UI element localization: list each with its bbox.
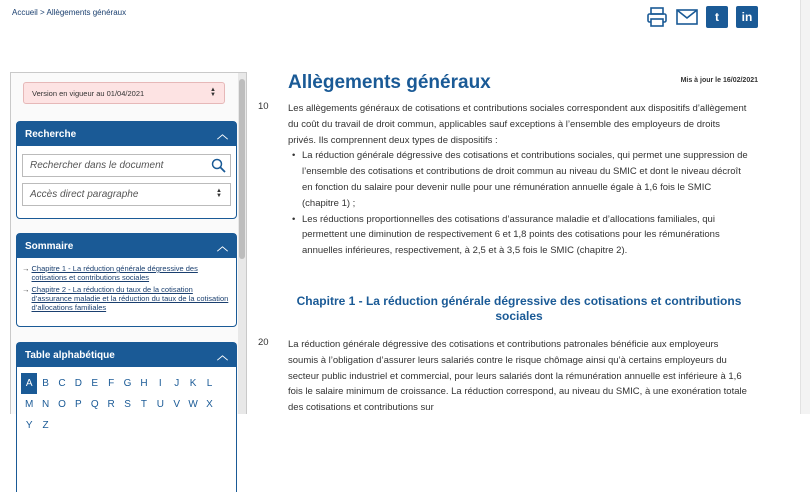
paragraph-number: 10	[258, 101, 269, 112]
list-item	[22, 264, 231, 282]
alpha-letter-i[interactable]: I	[158, 378, 162, 389]
bullet-item: • La réduction générale dégressive des cotisations et contributions sociales, qui permet une suppression de l’ensemble des cotisations et contributions de droit commun au niveau du SMIC et dont le niveau décroît en fonction du salaire pour devenir nulle pour une rémunération annuelle égale à 1,6 fois le SMIC (chapitre 1) ;	[288, 148, 750, 211]
sidebar-scrollbar[interactable]	[238, 73, 246, 414]
list-item	[22, 285, 231, 312]
sommaire-panel-header[interactable]	[17, 234, 236, 258]
alpha-letter-z[interactable]: Z	[42, 420, 49, 431]
alpha-letter-b[interactable]: B	[42, 378, 49, 389]
arrow-right-icon: →	[22, 285, 30, 294]
alpha-letter-o[interactable]: O	[58, 399, 66, 410]
alpha-letter-a[interactable]: A	[21, 373, 37, 394]
search-panel	[16, 121, 237, 219]
alpha-letter-s[interactable]: S	[124, 399, 131, 410]
paragraph-10	[288, 101, 750, 259]
updated-date: Mis à jour le 16/02/2021	[680, 77, 758, 84]
alpha-letter-f[interactable]: F	[108, 378, 115, 389]
alphabet-index	[17, 367, 236, 442]
paragraph-20-text: La réduction générale dégressive des cotisations et contributions patronales bénéficie aux employeurs soumis à l’obligation d’assurer leurs salariés contre le risque chômage ainsi qu’à certains employeurs du secteur public industriel et commercial, pour leurs salariés dont la rémunération annuelle est inférieure à 1,6 fois le salaire minimum de croissance. La réduction correspond, au niveau du SMIC, à une exonération totale des cotisations et contributions sur	[288, 339, 747, 414]
paragraph-select-value: Accès direct paragraphe	[30, 189, 139, 200]
paragraph-10-text: Les allègements généraux de cotisations et contributions sociales correspondent aux dispositifs d’allègement du coût du travail de droit commun, applicables sauf exceptions à l’ensemble des employeurs de droits privés. Ils comprennent deux types de dispositifs :	[288, 103, 747, 146]
search-input[interactable]	[22, 154, 231, 177]
search-panel-title: Recherche	[25, 128, 77, 140]
linkedin-glyph: in	[741, 10, 753, 24]
alpha-letter-t[interactable]: T	[140, 399, 147, 410]
alpha-letter-e[interactable]: E	[91, 378, 99, 389]
mail-icon[interactable]	[676, 6, 698, 28]
sommaire-list	[17, 258, 236, 312]
bullet-item: • Les réductions proportionnelles des cotisations d’assurance maladie et d’allocations familiales, qui permettent une diminution de respectivement 6 et 1,8 points des cotisations pour les rémunérations annuelles inférieures, respectivement, à 2,5 et à 3,5 fois le SMIC (chapitre 2).	[288, 212, 750, 259]
alpha-letter-l[interactable]: L	[206, 378, 213, 389]
chevron-up-icon: ︿	[217, 129, 228, 141]
alpha-letter-n[interactable]: N	[41, 399, 50, 410]
alpha-letter-v[interactable]: V	[173, 399, 181, 410]
breadcrumb	[12, 8, 126, 17]
paragraph-10-bullets	[288, 148, 750, 259]
paragraph-select[interactable]	[22, 183, 231, 206]
alpha-letter-q[interactable]: Q	[90, 399, 99, 410]
sommaire-link-chapter-2[interactable]: Chapitre 2 - La réduction du taux de la cotisation d’assurance maladie et la réduction du taux de la cotisation d’allocations familiales	[31, 285, 229, 312]
alpha-panel	[16, 342, 237, 492]
paragraph-20	[288, 337, 750, 416]
alpha-letter-k[interactable]: K	[189, 378, 197, 389]
alpha-letter-r[interactable]: R	[107, 399, 115, 410]
twitter-glyph: t	[715, 10, 719, 24]
breadcrumb-separator: >	[40, 8, 45, 17]
page-scrollbar[interactable]	[800, 0, 810, 414]
breadcrumb-home-link[interactable]: Accueil	[12, 8, 38, 17]
share-toolbar	[646, 6, 758, 28]
chapter-1-heading: Chapitre 1 - La réduction générale dégressive des cotisations et contributions sociales	[296, 294, 742, 323]
alpha-panel-header[interactable]	[17, 343, 236, 367]
sommaire-panel-title: Sommaire	[25, 240, 74, 252]
sommaire-link-chapter-1[interactable]: Chapitre 1 - La réduction générale dégressive des cotisations et contributions sociales	[31, 264, 198, 282]
print-icon[interactable]	[646, 6, 668, 28]
version-select[interactable]	[23, 82, 225, 104]
linkedin-icon[interactable]	[736, 6, 758, 28]
alpha-letter-c[interactable]: C	[58, 378, 66, 389]
alpha-letter-m[interactable]: M	[25, 399, 34, 410]
search-placeholder: Rechercher dans le document	[30, 160, 164, 171]
version-select-value: Version en vigueur au 01/04/2021	[32, 88, 145, 98]
arrow-right-icon: →	[22, 264, 30, 273]
breadcrumb-current[interactable]: Allègements généraux	[46, 8, 127, 17]
paragraph-number: 20	[258, 337, 269, 348]
alpha-letter-g[interactable]: G	[123, 378, 132, 389]
alpha-letter-p[interactable]: P	[75, 399, 82, 410]
alpha-letter-j[interactable]: J	[174, 378, 180, 389]
sidebar	[10, 72, 247, 431]
chevron-up-icon: ︿	[217, 241, 228, 253]
select-arrows-icon: ▲ ▼	[216, 188, 222, 199]
alpha-letter-x[interactable]: X	[206, 399, 213, 410]
alpha-letter-y[interactable]: Y	[25, 420, 33, 431]
alpha-letter-u[interactable]: U	[156, 399, 164, 410]
page-title: Allègements généraux	[288, 72, 491, 93]
alpha-panel-title: Table alphabétique	[25, 349, 115, 361]
chevron-up-icon: ︿	[217, 350, 228, 362]
search-panel-header[interactable]	[17, 122, 236, 146]
alpha-letter-w[interactable]: W	[188, 399, 198, 410]
alpha-letter-d[interactable]: D	[74, 378, 82, 389]
twitter-icon[interactable]	[706, 6, 728, 28]
sommaire-panel	[16, 233, 237, 327]
alpha-letter-h[interactable]: H	[140, 378, 148, 389]
select-arrows-icon: ▲ ▼	[210, 87, 216, 98]
search-icon[interactable]	[211, 158, 226, 176]
